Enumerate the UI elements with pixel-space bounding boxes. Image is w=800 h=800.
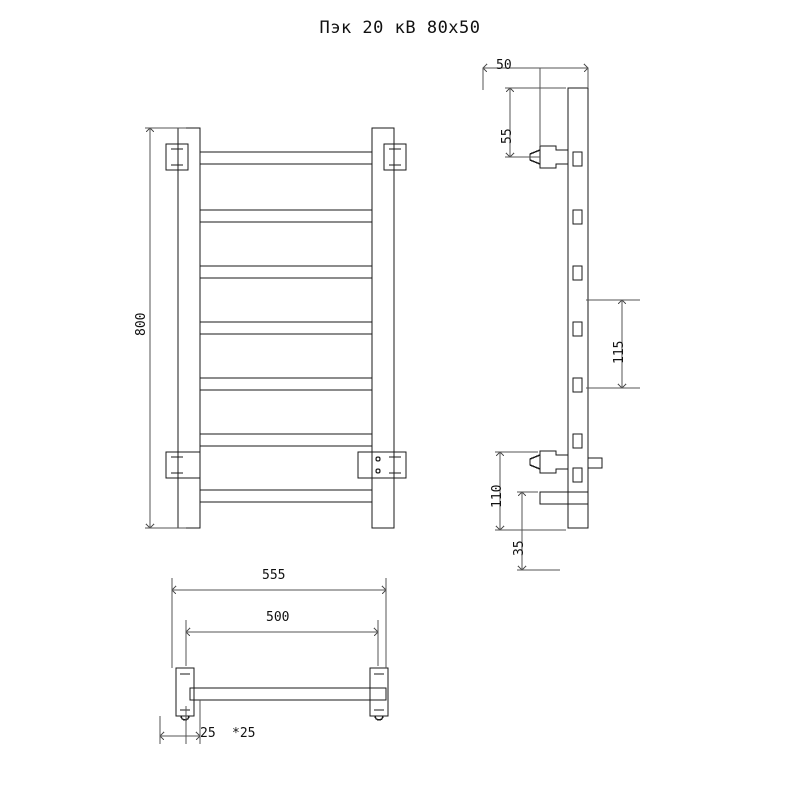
dim-plan-centers-500: 500	[266, 610, 290, 625]
dim-plan-overall-555: 555	[262, 568, 286, 583]
plan-dimension-lines	[160, 578, 386, 744]
dim-side-lower-110: 110	[490, 484, 505, 508]
page-title: Пэк 20 кВ 80х50	[319, 18, 481, 38]
dim-front-height-800: 800	[134, 312, 149, 336]
dim-plan-offset-right-25: *25	[232, 726, 256, 741]
front-view-geometry	[166, 128, 406, 528]
dim-side-spacing-115: 115	[612, 340, 627, 364]
dim-side-top-55: 55	[500, 128, 515, 144]
side-view-geometry	[530, 88, 602, 528]
dim-side-depth-50: 50	[496, 58, 512, 73]
plan-view-geometry	[176, 668, 388, 720]
dim-side-bottom-35: 35	[512, 540, 527, 556]
dim-plan-offset-left-25: 25	[200, 726, 216, 741]
